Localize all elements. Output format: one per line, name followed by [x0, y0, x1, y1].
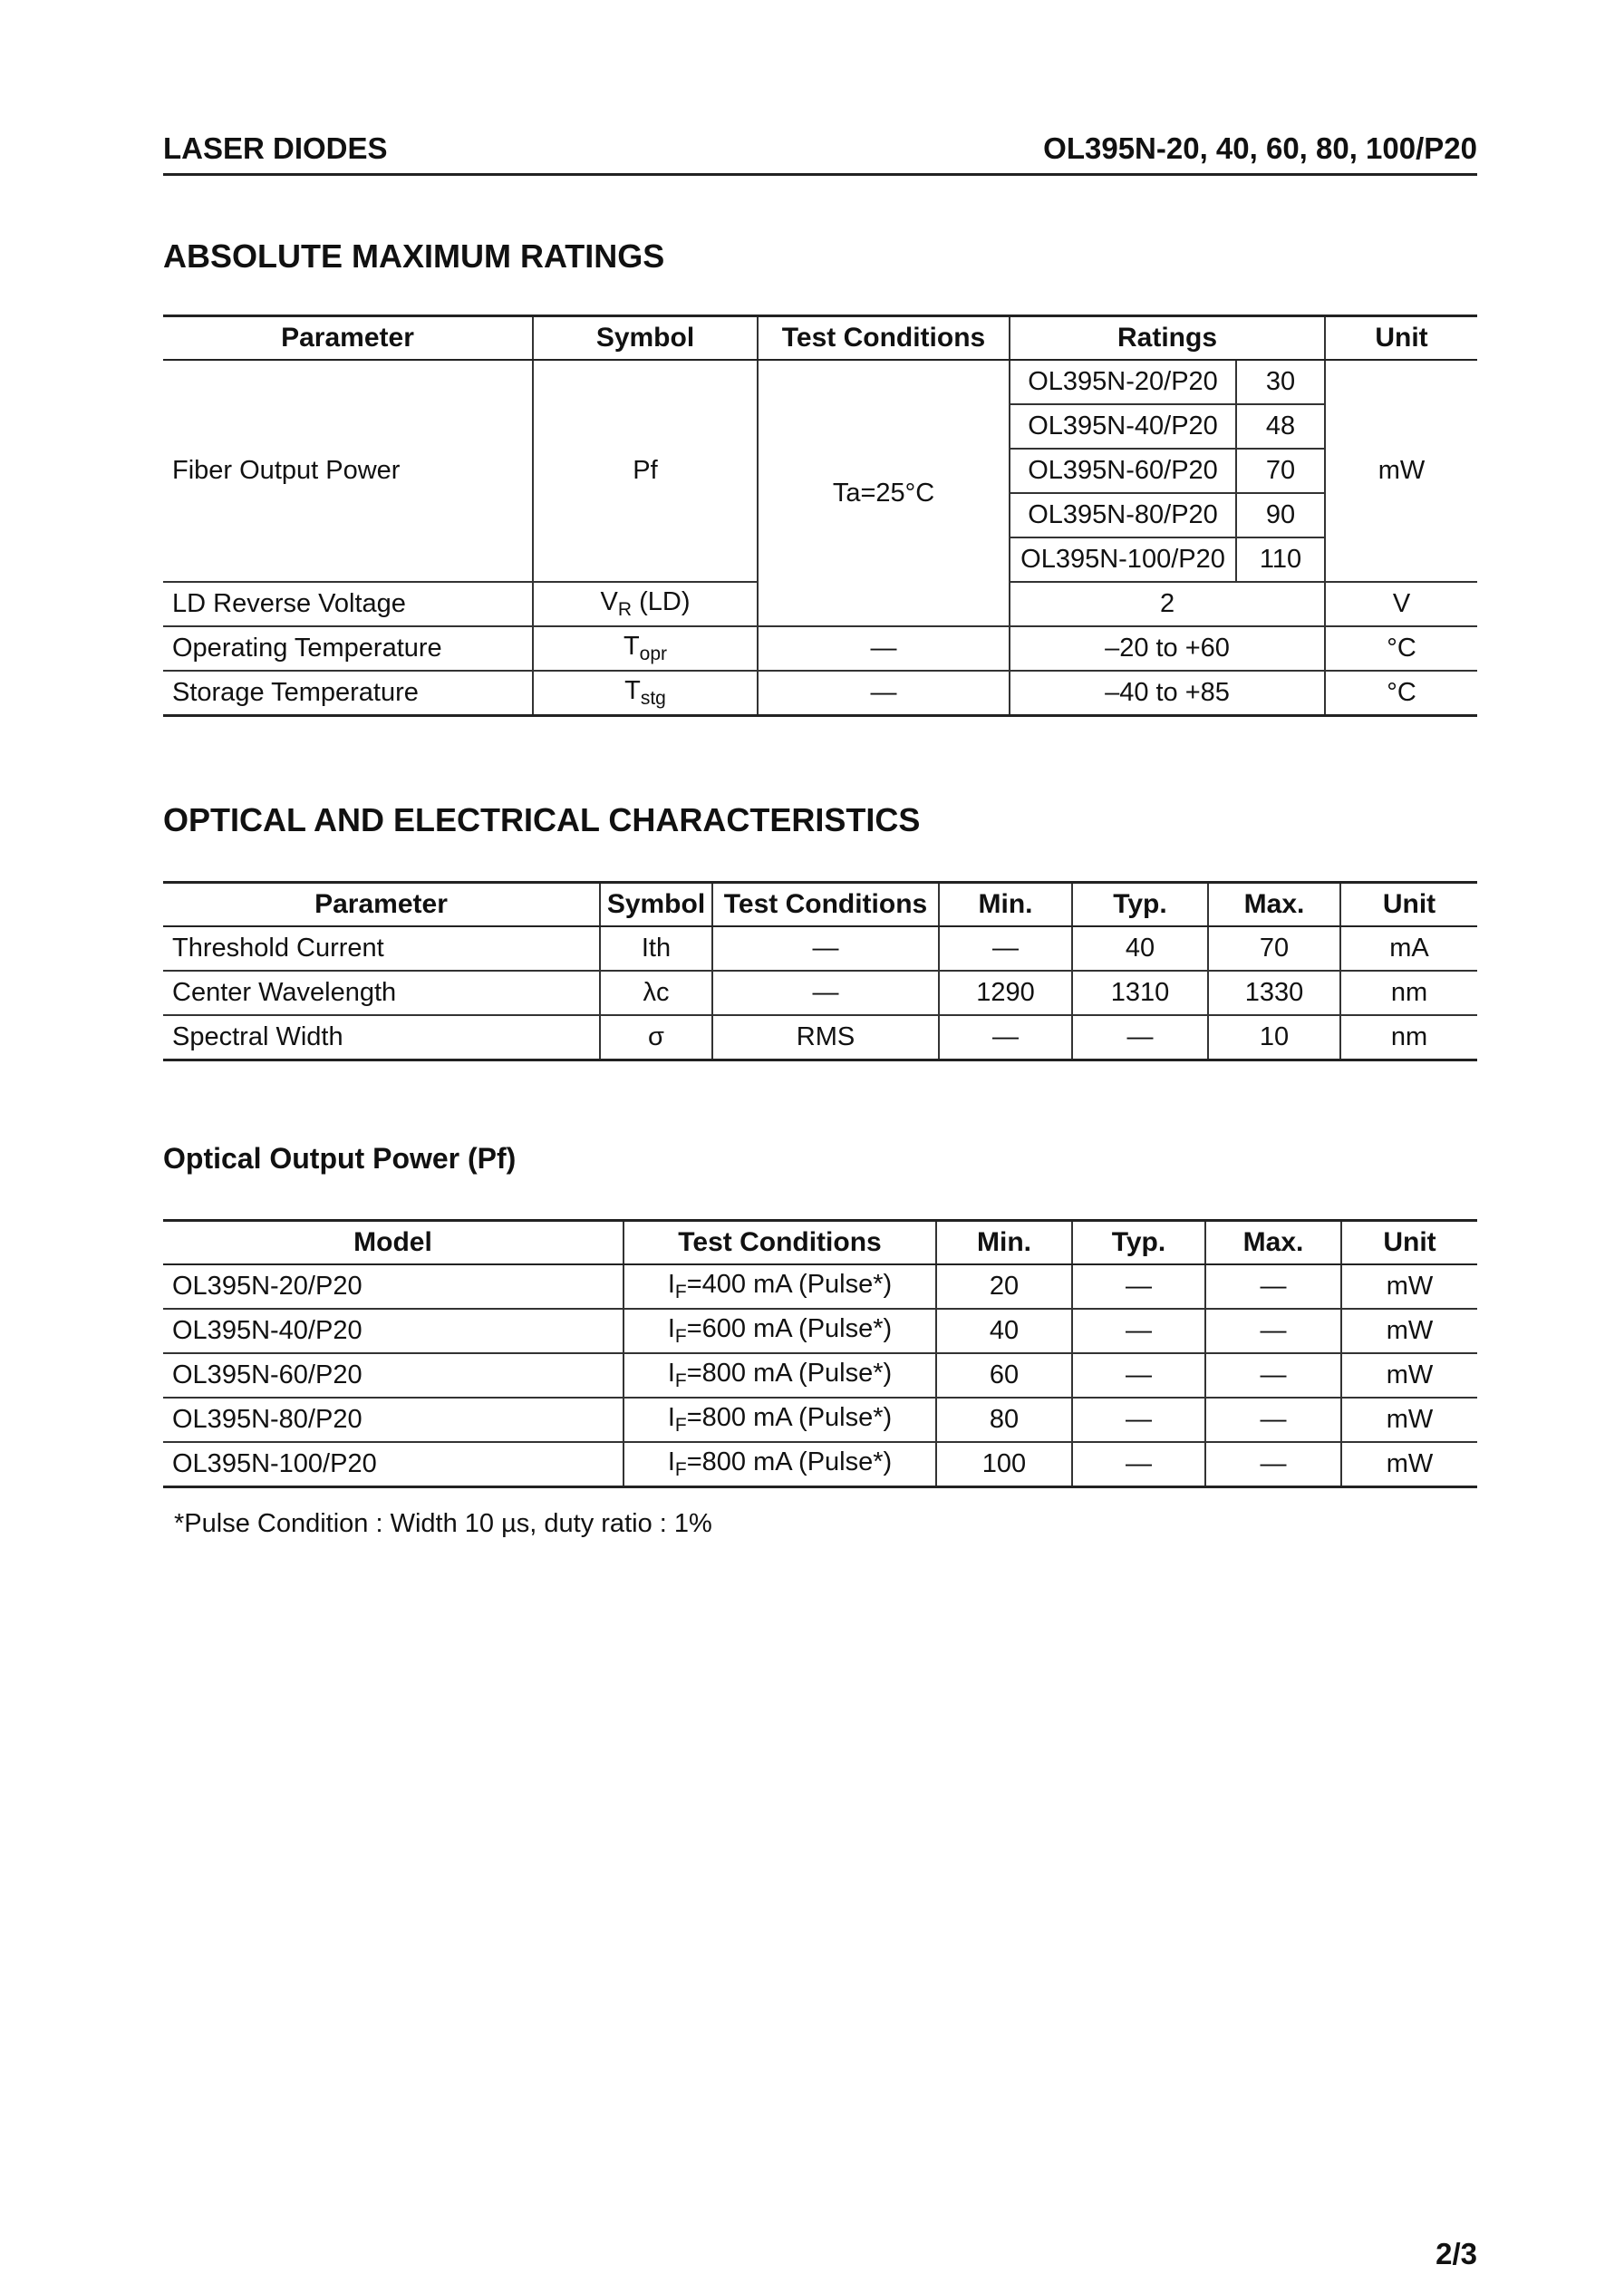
rating-value: 70	[1236, 449, 1325, 493]
unit-cell: mW	[1341, 1398, 1477, 1442]
condition-cell: —	[758, 671, 1010, 716]
rating-model: OL395N-20/P20	[1010, 360, 1236, 404]
param-storage-temperature: Storage Temperature	[163, 671, 533, 716]
model-cell: OL395N-60/P20	[163, 1353, 624, 1398]
min-cell: 20	[936, 1264, 1072, 1309]
typ-cell: —	[1072, 1309, 1205, 1353]
min-cell: 60	[936, 1353, 1072, 1398]
symbol-cell: λc	[600, 971, 712, 1015]
max-cell: —	[1205, 1264, 1341, 1309]
typ-cell: —	[1072, 1353, 1205, 1398]
param-operating-temperature: Operating Temperature	[163, 626, 533, 671]
condition-cell: $I_F=800$ mA (Pulse*)	[624, 1398, 936, 1442]
header-category: LASER DIODES	[163, 131, 388, 165]
rating-value: 2	[1010, 582, 1325, 626]
page-header	[163, 130, 1477, 176]
col-header: Typ.	[1072, 883, 1208, 927]
max-cell: —	[1205, 1353, 1341, 1398]
unit-cell: mW	[1341, 1353, 1477, 1398]
unit-cell: mA	[1340, 926, 1477, 971]
table-row	[163, 1309, 1477, 1353]
max-cell: —	[1205, 1442, 1341, 1487]
col-header: Unit	[1341, 1221, 1477, 1265]
condition-cell: —	[712, 926, 939, 971]
rating-value: 30	[1236, 360, 1325, 404]
col-header: Parameter	[163, 316, 533, 361]
col-header: Unit	[1325, 316, 1477, 361]
header-model-list: OL395N-20, 40, 60, 80, 100/P20	[1043, 131, 1477, 165]
unit-cell: mW	[1341, 1264, 1477, 1309]
symbol-cell: σ	[600, 1015, 712, 1060]
max-cell: —	[1205, 1398, 1341, 1442]
typ-cell: —	[1072, 1264, 1205, 1309]
rating-model: OL395N-100/P20	[1010, 537, 1236, 582]
col-header: Symbol	[533, 316, 758, 361]
col-header: Test Conditions	[624, 1221, 936, 1265]
condition-cell: —	[758, 626, 1010, 671]
rating-model: OL395N-40/P20	[1010, 404, 1236, 449]
symbol-topr: $T_{opr}$	[533, 626, 758, 671]
pulse-footnote: *Pulse Condition : Width 10 µs, duty ratio : 1%	[174, 1509, 712, 1538]
param-cell: Threshold Current	[163, 926, 600, 971]
unit-c: °C	[1325, 671, 1477, 716]
typ-cell: —	[1072, 1442, 1205, 1487]
unit-cell: mW	[1341, 1309, 1477, 1353]
absolute-maximum-ratings-table	[163, 315, 1477, 717]
table-header-row	[163, 1221, 1477, 1265]
min-cell: —	[939, 1015, 1072, 1060]
min-cell: —	[939, 926, 1072, 971]
typ-cell: 1310	[1072, 971, 1208, 1015]
symbol-cell: Ith	[600, 926, 712, 971]
col-header: Model	[163, 1221, 624, 1265]
col-header: Max.	[1205, 1221, 1341, 1265]
typ-cell: —	[1072, 1015, 1208, 1060]
table-row	[163, 1442, 1477, 1487]
table-row	[163, 1398, 1477, 1442]
amr-title: ABSOLUTE MAXIMUM RATINGS	[163, 237, 665, 275]
oop-title: Optical Output Power (Pf)	[163, 1142, 517, 1175]
unit-cell: mW	[1341, 1442, 1477, 1487]
model-cell: OL395N-40/P20	[163, 1309, 624, 1353]
col-header: Min.	[939, 883, 1072, 927]
table-row	[163, 360, 1477, 404]
unit-mw: mW	[1325, 360, 1477, 582]
min-cell: 1290	[939, 971, 1072, 1015]
symbol-vr: $V_R$ (LD)	[533, 582, 758, 626]
page-number: 2/3	[1436, 2237, 1477, 2270]
param-cell: Spectral Width	[163, 1015, 600, 1060]
param-cell: Center Wavelength	[163, 971, 600, 1015]
rating-value: 110	[1236, 537, 1325, 582]
col-header: Ratings	[1010, 316, 1325, 361]
col-header: Typ.	[1072, 1221, 1205, 1265]
rating-value: –40 to +85	[1010, 671, 1325, 716]
max-cell: 10	[1208, 1015, 1340, 1060]
max-cell: —	[1205, 1309, 1341, 1353]
condition-ta: Ta=25°C	[758, 360, 1010, 626]
condition-cell: RMS	[712, 1015, 939, 1060]
typ-cell: 40	[1072, 926, 1208, 971]
condition-cell: —	[712, 971, 939, 1015]
param-ld-reverse-voltage: LD Reverse Voltage	[163, 582, 533, 626]
condition-cell: $I_F=400$ mA (Pulse*)	[624, 1264, 936, 1309]
table-row	[163, 1015, 1477, 1060]
model-cell: OL395N-100/P20	[163, 1442, 624, 1487]
optical-electrical-table	[163, 881, 1477, 1061]
col-header: Max.	[1208, 883, 1340, 927]
unit-cell: nm	[1340, 971, 1477, 1015]
param-fiber-output-power: Fiber Output Power	[163, 360, 533, 582]
min-cell: 40	[936, 1309, 1072, 1353]
table-row	[163, 1264, 1477, 1309]
table-row	[163, 971, 1477, 1015]
max-cell: 70	[1208, 926, 1340, 971]
symbol-pf: Pf	[533, 360, 758, 582]
rating-value: –20 to +60	[1010, 626, 1325, 671]
unit-c: °C	[1325, 626, 1477, 671]
model-cell: OL395N-80/P20	[163, 1398, 624, 1442]
col-header: Test Conditions	[712, 883, 939, 927]
table-row	[163, 626, 1477, 671]
symbol-tstg: $T_{stg}$	[533, 671, 758, 716]
table-row	[163, 926, 1477, 971]
oec-title: OPTICAL AND ELECTRICAL CHARACTERISTICS	[163, 801, 921, 838]
max-cell: 1330	[1208, 971, 1340, 1015]
optical-output-power-table	[163, 1219, 1477, 1488]
condition-cell: $I_F=600$ mA (Pulse*)	[624, 1309, 936, 1353]
table-header-row	[163, 883, 1477, 927]
unit-v: V	[1325, 582, 1477, 626]
table-header-row	[163, 316, 1477, 361]
col-header: Test Conditions	[758, 316, 1010, 361]
condition-cell: $I_F=800$ mA (Pulse*)	[624, 1442, 936, 1487]
rating-value: 90	[1236, 493, 1325, 537]
col-header: Parameter	[163, 883, 600, 927]
col-header: Min.	[936, 1221, 1072, 1265]
unit-cell: nm	[1340, 1015, 1477, 1060]
model-cell: OL395N-20/P20	[163, 1264, 624, 1309]
col-header: Symbol	[600, 883, 712, 927]
typ-cell: —	[1072, 1398, 1205, 1442]
col-header: Unit	[1340, 883, 1477, 927]
table-row	[163, 671, 1477, 716]
rating-model: OL395N-60/P20	[1010, 449, 1236, 493]
min-cell: 100	[936, 1442, 1072, 1487]
table-row	[163, 1353, 1477, 1398]
condition-cell: $I_F=800$ mA (Pulse*)	[624, 1353, 936, 1398]
rating-model: OL395N-80/P20	[1010, 493, 1236, 537]
rating-value: 48	[1236, 404, 1325, 449]
min-cell: 80	[936, 1398, 1072, 1442]
